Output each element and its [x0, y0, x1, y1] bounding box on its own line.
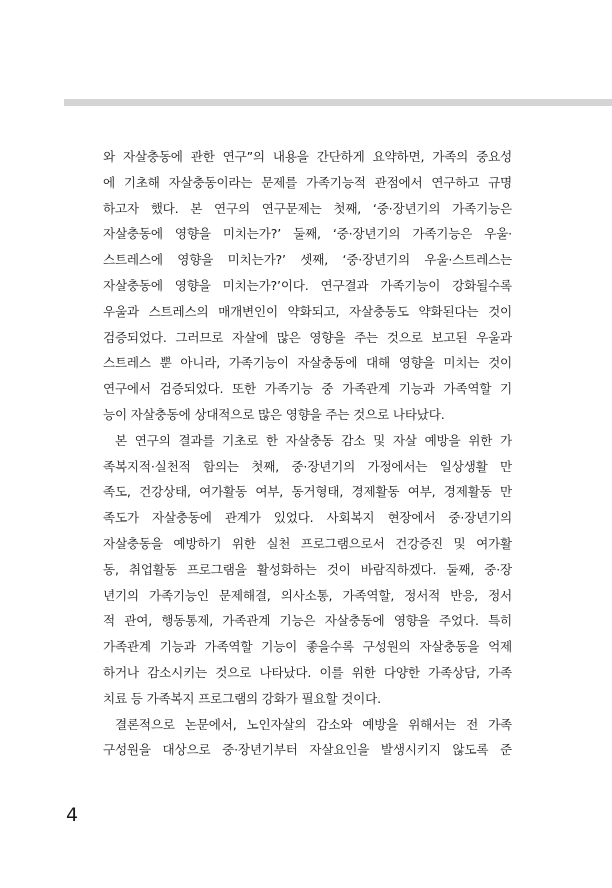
text-line: 능이 자살충동에 상대적으로 많은 영향을 주는 것으로 나타났다.	[103, 406, 445, 422]
text-line: 치료 등 가족복지 프로그램의 강화가 필요할 것이다.	[103, 690, 381, 706]
text-line: 하거나 감소시키는 것으로 나타났다. 이를 위한 다양한 가족상담, 가족	[103, 664, 512, 680]
text-line: 구성원을 대상으로 중·장년기부터 자살요인을 발생시키지 않도록 준	[103, 742, 512, 758]
text-line: 적 관여, 행동통제, 가족관계 기능은 자살충동에 영향을 주었다. 특히	[103, 613, 512, 629]
body-text	[103, 144, 512, 763]
text-line: 자살충동에 영향을 미치는가?’ 둘째, ‘중·장년기의 가족기능은 우울·	[103, 226, 512, 242]
page-number: 4	[66, 804, 79, 826]
text-line: 하고자 했다. 본 연구의 연구문제는 첫째, ‘중·장년기의 가족기능은	[103, 200, 512, 216]
text-line: 우울과 스트레스의 매개변인이 약화되고, 자살충동도 약화된다는 것이	[103, 303, 512, 319]
text-line: 년기의 가족기능인 문제해결, 의사소통, 가족역할, 정서적 반응, 정서	[103, 587, 512, 603]
text-line: 동, 취업활동 프로그램을 활성화하는 것이 바람직하겠다. 둘째, 중·장	[103, 561, 512, 577]
text-line: 족도가 자살충동에 관계가 있었다. 사회복지 현장에서 중·장년기의	[103, 510, 512, 526]
text-line: 자살충동을 예방하기 위한 실천 프로그램으로서 건강증진 및 여가활	[103, 535, 512, 551]
text-line: 가족관계 기능과 가족역할 기능이 좋을수록 구성원의 자살충동을 억제	[103, 639, 512, 655]
text-line: 족도, 건강상태, 여가활동 여부, 동거형태, 경제활동 여부, 경제활동 만	[103, 484, 512, 500]
text-line: 스트레스에 영향을 미치는가?’ 셋째, ‘중·장년기의 우울·스트레스는	[103, 252, 512, 268]
text-line: 족복지적·실천적 함의는 첫째, 중·장년기의 가정에서는 일상생활 만	[103, 458, 512, 474]
text-line: 연구에서 검증되었다. 또한 가족기능 중 가족관계 기능과 가족역할 기	[103, 381, 512, 397]
header-rule	[64, 99, 612, 106]
text-line: 와 자살충동에 관한 연구”의 내용을 간단하게 요약하면, 가족의 중요성	[103, 149, 512, 164]
text-line: 자살충동에 영향을 미치는가?’이다. 연구결과 가족기능이 강화될수록	[103, 277, 512, 293]
text-line: 검증되었다. 그러므로 자살에 많은 영향을 주는 것으로 보고된 우울과	[103, 329, 512, 345]
text-line: 에 기초해 자살충동이라는 문제를 가족기능적 관점에서 연구하고 규명	[103, 174, 512, 190]
text-line: 본 연구의 결과를 기초로 한 자살충동 감소 및 자살 예방을 위한 가	[115, 432, 512, 448]
text-line: 스트레스 뿐 아니라, 가족기능이 자살충동에 대해 영향을 미치는 것이	[103, 355, 512, 371]
text-line: 결론적으로 논문에서, 노인자살의 감소와 예방을 위해서는 전 가족	[115, 716, 512, 732]
